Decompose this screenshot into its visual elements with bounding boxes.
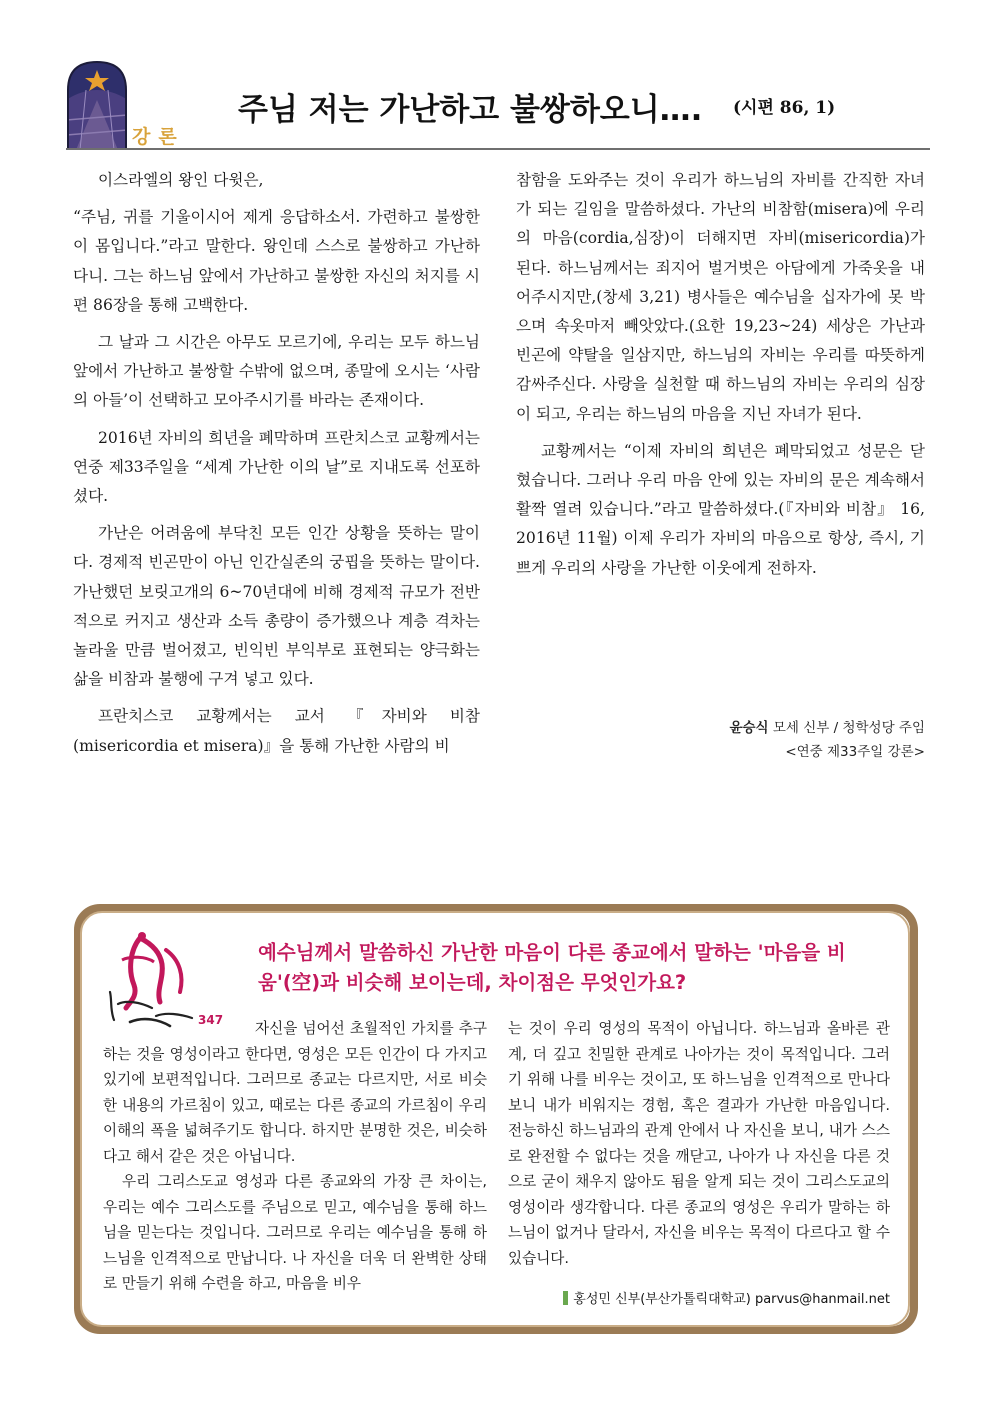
header-divider	[66, 148, 930, 150]
paragraph: 그 날과 그 시간은 아무도 모르기에, 우리는 모두 하느님 앞에서 가난하고 불쌍할 수밖에 없으며, 종말에 오시는 ‘사람의 아들’이 선택하고 모아주시기를 바라는 존재이다.	[73, 333, 480, 410]
page-title: 주님 저는 가난하고 불쌍하오니….	[238, 92, 703, 128]
paragraph: 교황께서는 “이제 자비의 희년은 폐막되었고 성문은 닫혔습니다. 그러나 우리 마음 안에 있는 자비의 문은 계속해서 활짝 열려 있습니다.”라고 말씀하셨다.(『자비와 비참』 16, 2016년 11월) 이제 우리가 자비의 마음으로 항상, 즉시, 기쁘게 우리의 사랑을 가난한 이웃에게 전하자.	[516, 441, 925, 577]
qa-author-line	[560, 1288, 890, 1307]
paragraph: 가난은 어려움에 부닥친 모든 인간 상황을 뜻하는 말이다. 경제적 빈곤만이 아닌 인간실존의 궁핍을 뜻하는 말이다. 가난했던 보릿고개의 6~70년대에 비해 경제적 규모가 전반적으로 커지고 생산과 소득 총량이 증가했으나 계층 격차는 놀라울 만큼 벌어졌고, 빈익빈 부익부로 표현되는 양극화는 삶을 비참과 불행에 구겨 넣고 있다.	[73, 524, 480, 689]
paragraph: “주님, 귀를 기울이시어 제게 응답하소서. 가련하고 불쌍한 이 몸입니다.”라고 말한다. 왕인데 스스로 불쌍하고 가난하다니. 그는 하느님 앞에서 가난하고 불쌍한 자신의 처지를 시편 86장을 통해 고백한다.	[73, 208, 480, 314]
author-name: 윤승식	[729, 720, 769, 736]
qa-answer-right-column	[508, 1016, 890, 1271]
paragraph: 는 것이 우리 영성의 목적이 아닙니다. 하느님과 올바른 관계, 더 깊고 친밀한 관계로 나아가는 것이 목적입니다. 그러기 위해 나를 비우는 것이고, 또 하느님을 인격적으로 만나다 보니 내가 비워지는 경험, 혹은 결과가 가난한 마음입니다. 전능하신 하느님과의 관계 안에서 나 자신을 보니, 내가 스스로 완전할 수 없다는 것을 깨닫고, 나아가 나 자신을 다른 것으로 굳이 채우지 않아도 됨을 알게 되는 것이 그리스도교의 영성이라 생각합니다. 다른 종교의 영성은 우리가 말하는 하느님이 없거나 달라서, 자신을 비우는 목적이 다르다고 할 수 있습니다.	[508, 1020, 890, 1267]
paragraph: 참함을 도와주는 것이 우리가 하느님의 자비를 간직한 자녀가 되는 길임을 말씀하셨다. 가난의 비참함(misera)에 우리의 마음(cordia,심장)이 더해지면 자비(misericordia)가 된다. 하느님께서는 죄지어 벌거벗은 아담에게 가죽옷을 내어주시지만,(창세 3,21) 병사들은 예수님을 십자가에 못 박으며 속옷마저 빼앗았다.(요한 19,23~24) 세상은 가난과 빈곤에 약탈을 일삼지만, 하느님의 자비는 우리를 따뜻하게 감싸주신다. 사랑을 실천할 때 하느님의 자비는 우리의 심장이 되고, 우리는 하느님의 마음을 지닌 자녀가 된다.	[516, 171, 925, 423]
qa-author: 홍성민 신부(부산가톨릭대학교) parvus@hanmail.net	[573, 1292, 890, 1307]
article-right-column	[516, 166, 925, 591]
green-bar-icon	[563, 1291, 568, 1305]
author-line	[600, 716, 925, 736]
scripture-reference: (시편 86, 1)	[733, 98, 836, 118]
paragraph: 2016년 자비의 희년을 폐막하며 프란치스코 교황께서는 연중 제33주일을 “세계 가난한 이의 날”로 지내도록 선포하셨다.	[73, 428, 480, 506]
author-role: 모세 신부 / 청학성당 주임	[772, 720, 925, 736]
series-logo-icon	[100, 930, 210, 1030]
paragraph: 자신을 넘어선 초월적인 가치를 추구하는 것을 영성이라고 한다면, 영성은 모든 인간이 다 가지고 있기에 보편적입니다. 그러므로 종교는 다르지만, 서로 비슷한 내용의 가르침이 있고, 때로는 다른 종교의 가르침이 우리 이해의 폭을 넓혀주기도 합니다. 하지만 분명한 것은, 비슷하다고 해서 같은 것은 아닙니다.	[103, 1020, 487, 1165]
author-note: <연중 제33주일 강론>	[785, 744, 925, 760]
section-label: 강론	[132, 126, 185, 148]
qa-answer-left-column	[103, 1016, 487, 1297]
paragraph: 이스라엘의 왕인 다윗은,	[97, 171, 264, 189]
qa-question: 예수님께서 말씀하신 가난한 마음이 다른 종교에서 말하는 '마음을 비움'(空)과 비슷해 보이는데, 차이점은 무엇인가요?	[258, 941, 846, 994]
paragraph: 프란치스코 교황께서는 교서 『자비와 비참(misericordia et misera)』을 통해 가난한 사람의 비	[73, 707, 480, 755]
series-number: 347	[198, 1013, 224, 1027]
article-left-column	[73, 166, 480, 769]
stained-glass-star-icon	[66, 60, 128, 150]
paragraph: 우리 그리스도교 영성과 다른 종교와의 가장 큰 차이는, 우리는 예수 그리스도를 주님으로 믿고, 예수님을 통해 하느님을 믿는다는 것입니다. 그러므로 우리는 예수님을 통해 하느님을 인격적으로 만납니다. 나 자신을 더욱 더 완벽한 상태로 만들기 위해 수련을 하고, 마음을 비우	[103, 1173, 487, 1292]
